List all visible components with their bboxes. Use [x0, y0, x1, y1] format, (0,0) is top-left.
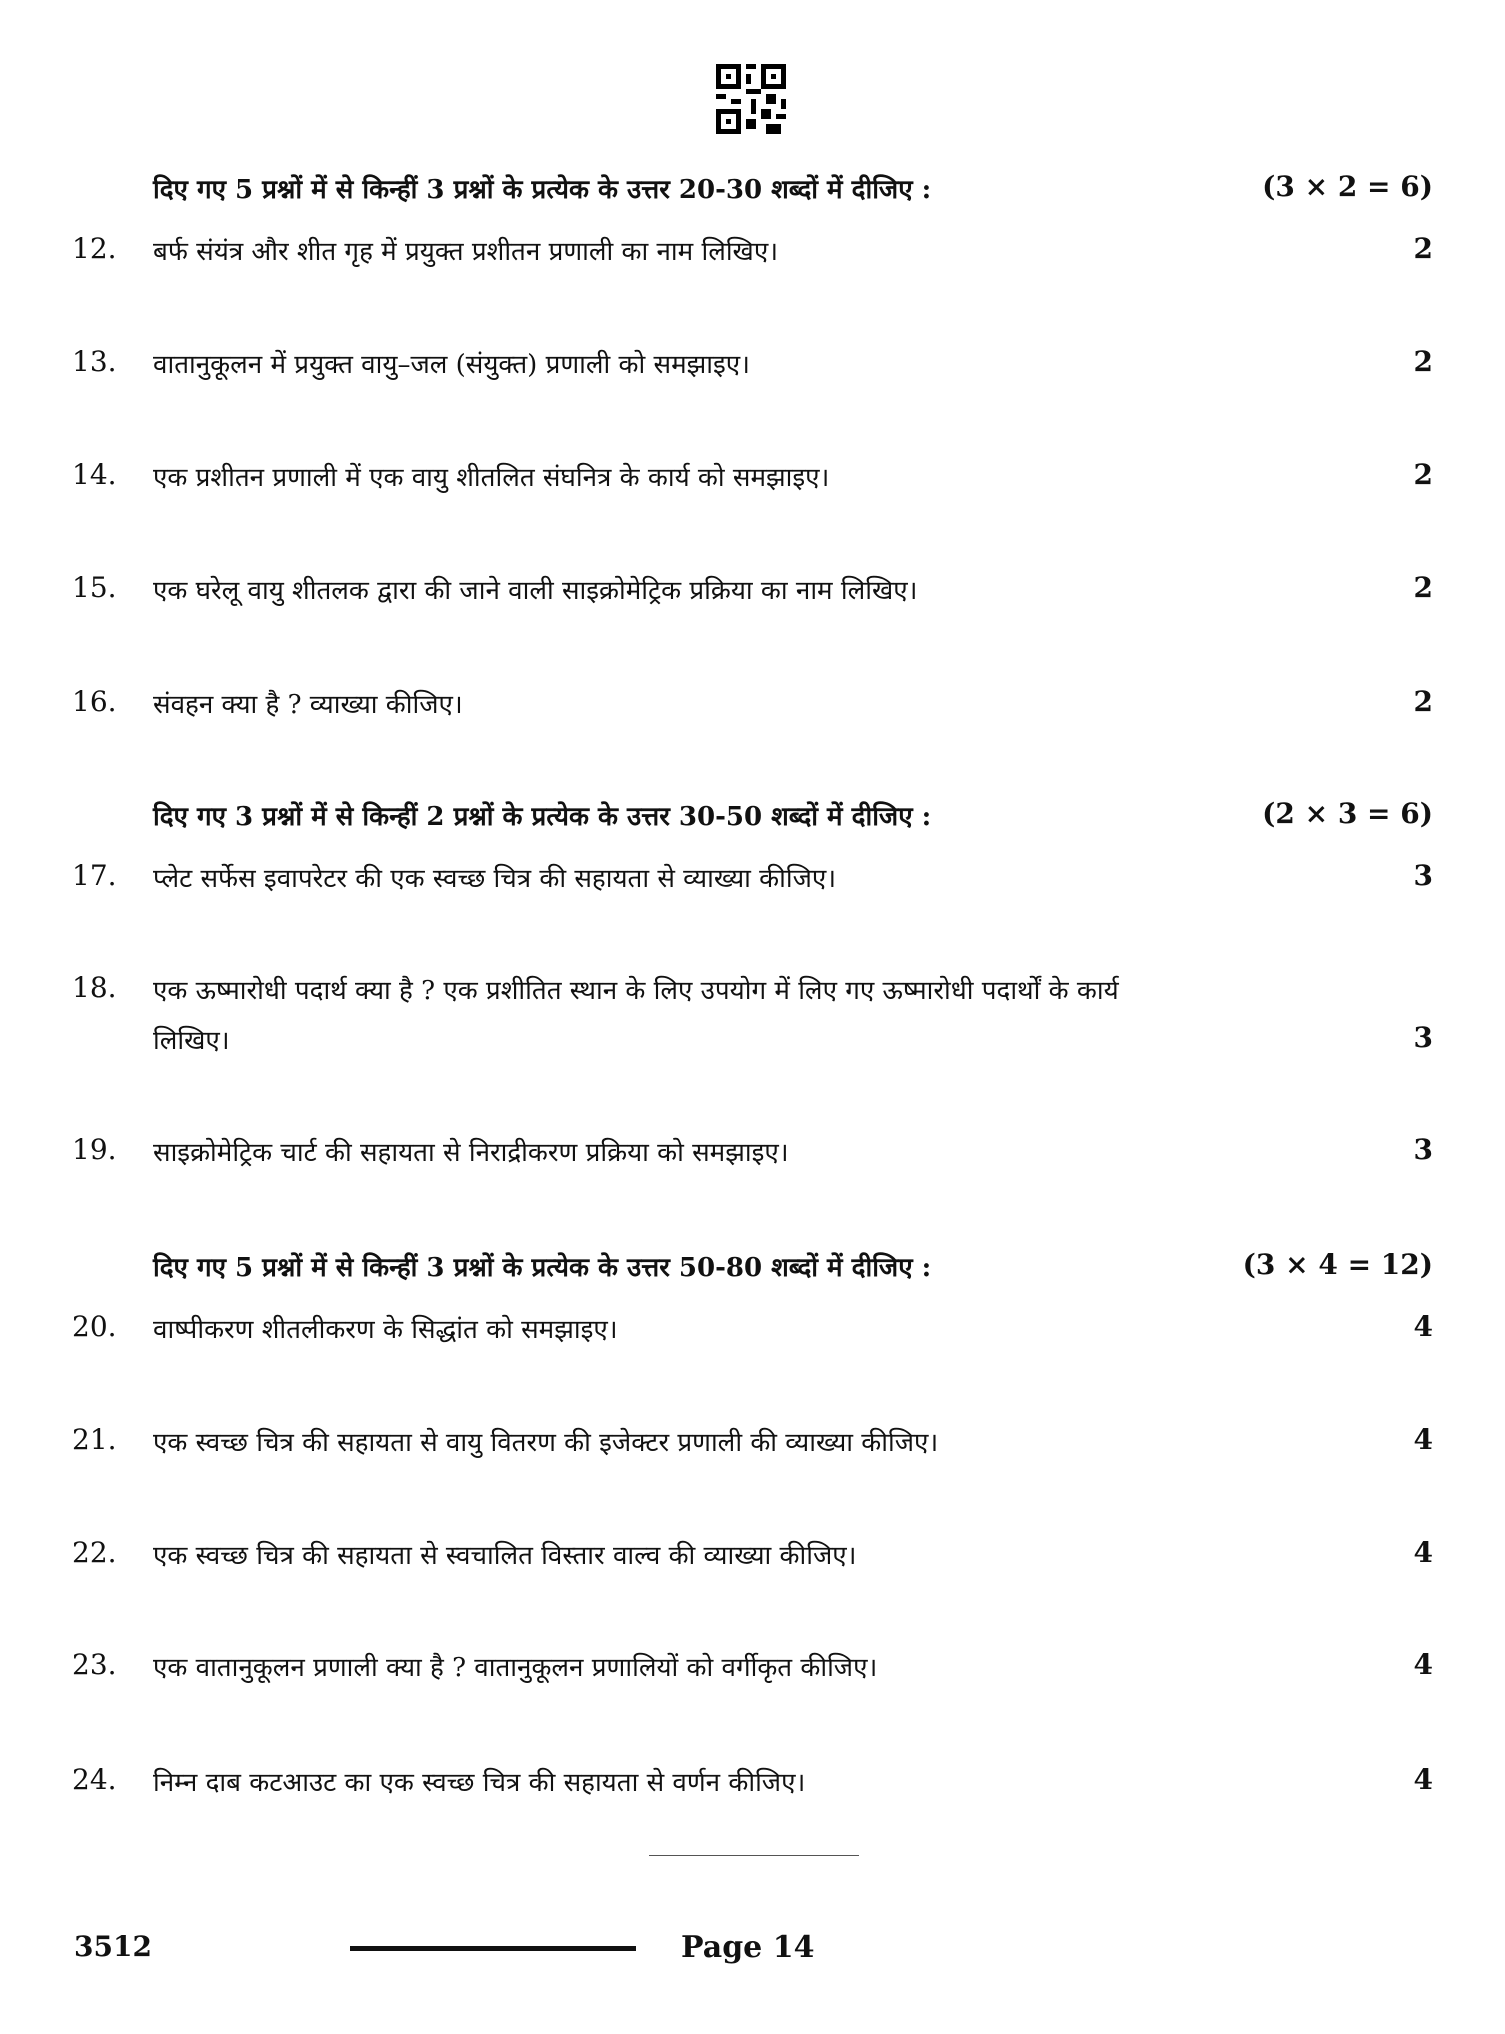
page-number: Page 14 [681, 1930, 815, 1965]
question-text: बर्फ संयंत्र और शीत गृह में प्रयुक्त प्रशीतन प्रणाली का नाम लिखिए। [153, 237, 779, 267]
question-number: 23. [72, 1648, 117, 1681]
question-number: 16. [72, 685, 117, 718]
question-number: 24. [72, 1763, 117, 1796]
question-text: संवहन क्या है ? व्याख्या कीजिए। [153, 690, 463, 720]
question-marks: 4 [1413, 1648, 1433, 1681]
question-text: वाष्पीकरण शीतलीकरण के सिद्धांत को समझाइए। [153, 1315, 618, 1345]
question-text: साइक्रोमेट्रिक चार्ट की सहायता से निराद्रीकरण प्रक्रिया को समझाइए। [153, 1138, 789, 1168]
question-marks: 4 [1413, 1536, 1433, 1569]
question-text: प्लेट सर्फेस इवापरेटर की एक स्वच्छ चित्र की सहायता से व्याख्या कीजिए। [153, 864, 837, 894]
question-number: 22. [72, 1536, 117, 1569]
end-divider [649, 1855, 859, 1856]
section-marks: (2 × 3 = 6) [1262, 797, 1433, 830]
question-number: 12. [72, 232, 117, 265]
question-marks: 3 [1413, 1133, 1433, 1166]
section-marks: (3 × 2 = 6) [1262, 170, 1433, 203]
section-instruction: दिए गए 5 प्रश्नों में से किन्हीं 3 प्रश्नों के प्रत्येक के उत्तर 20-30 शब्दों में दीजिए : [153, 175, 932, 205]
question-text-continued: लिखिए। [153, 1026, 230, 1056]
footer-divider [350, 1946, 636, 1951]
question-text: एक स्वच्छ चित्र की सहायता से वायु वितरण की इजेक्टर प्रणाली की व्याख्या कीजिए। [153, 1428, 939, 1458]
question-number: 19. [72, 1133, 117, 1166]
question-marks: 3 [1413, 1021, 1433, 1054]
question-marks: 2 [1413, 458, 1433, 491]
section-instruction: दिए गए 5 प्रश्नों में से किन्हीं 3 प्रश्नों के प्रत्येक के उत्तर 50-80 शब्दों में दीजिए : [153, 1253, 932, 1283]
question-number: 21. [72, 1423, 117, 1456]
question-marks: 4 [1413, 1423, 1433, 1456]
question-number: 17. [72, 859, 117, 892]
question-marks: 4 [1413, 1763, 1433, 1796]
section-instruction: दिए गए 3 प्रश्नों में से किन्हीं 2 प्रश्नों के प्रत्येक के उत्तर 30-50 शब्दों में दीजिए : [153, 802, 932, 832]
qr-code-icon [716, 64, 786, 134]
question-text: एक घरेलू वायु शीतलक द्वारा की जाने वाली साइक्रोमेट्रिक प्रक्रिया का नाम लिखिए। [153, 576, 918, 606]
question-marks: 3 [1413, 859, 1433, 892]
question-marks: 2 [1413, 571, 1433, 604]
paper-code: 3512 [74, 1930, 152, 1963]
question-marks: 2 [1413, 345, 1433, 378]
question-number: 14. [72, 458, 117, 491]
question-number: 20. [72, 1310, 117, 1343]
question-number: 18. [72, 971, 117, 1004]
question-text: निम्न दाब कटआउट का एक स्वच्छ चित्र की सहायता से वर्णन कीजिए। [153, 1768, 806, 1798]
question-number: 13. [72, 345, 117, 378]
section-marks: (3 × 4 = 12) [1242, 1248, 1433, 1281]
question-text: एक प्रशीतन प्रणाली में एक वायु शीतलित संघनित्र के कार्य को समझाइए। [153, 463, 830, 493]
question-marks: 2 [1413, 685, 1433, 718]
question-marks: 2 [1413, 232, 1433, 265]
question-text: एक वातानुकूलन प्रणाली क्या है ? वातानुकूलन प्रणालियों को वर्गीकृत कीजिए। [153, 1653, 878, 1683]
question-text: एक स्वच्छ चित्र की सहायता से स्वचालित विस्तार वाल्व की व्याख्या कीजिए। [153, 1541, 857, 1571]
question-text: वातानुकूलन में प्रयुक्त वायु–जल (संयुक्त) प्रणाली को समझाइए। [153, 350, 751, 380]
question-text: एक ऊष्मारोधी पदार्थ क्या है ? एक प्रशीतित स्थान के लिए उपयोग में लिए गए ऊष्मारोधी पदार्थों के कार्य [153, 976, 1119, 1006]
question-marks: 4 [1413, 1310, 1433, 1343]
question-number: 15. [72, 571, 117, 604]
